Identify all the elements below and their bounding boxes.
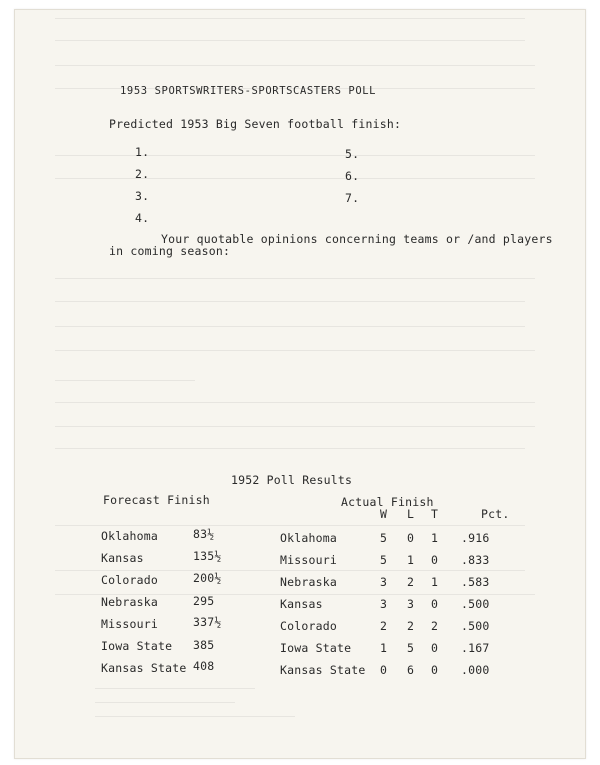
actual-pct: .583 [461,575,490,589]
actual-ties: 0 [431,597,439,611]
forecast-team: Kansas State [101,661,187,675]
blank-7: 7. [345,191,360,205]
forecast-team: Colorado [101,573,158,587]
col-header-l: L [407,507,415,521]
document-page [14,9,586,759]
actual-team: Kansas State [280,663,366,677]
forecast-points: 135½ [193,549,222,563]
blank-3: 3. [135,189,150,203]
actual-team: Colorado [280,619,337,633]
forecast-points: 385 [193,638,215,652]
actual-pct: .916 [461,531,490,545]
actual-losses: 2 [407,575,415,589]
actual-ties: 1 [431,575,439,589]
actual-team: Iowa State [280,641,352,655]
actual-losses: 1 [407,553,415,567]
actual-team: Kansas [280,597,323,611]
opinion-prompt-line2: in coming season: [109,244,231,258]
col-header-pct: Pct. [481,507,510,521]
actual-wins: 1 [380,641,388,655]
actual-pct: .167 [461,641,490,655]
forecast-points: 200½ [193,571,222,585]
actual-pct: .833 [461,553,490,567]
col-header-w: W [380,507,388,521]
forecast-points: 408 [193,659,215,673]
forecast-team: Nebraska [101,595,158,609]
actual-ties: 2 [431,619,439,633]
actual-ties: 0 [431,641,439,655]
actual-pct: .500 [461,597,490,611]
actual-wins: 5 [380,553,388,567]
actual-wins: 3 [380,575,388,589]
forecast-team: Kansas [101,551,144,565]
actual-wins: 0 [380,663,388,677]
forecast-team: Iowa State [101,639,173,653]
actual-losses: 6 [407,663,415,677]
blank-5: 5. [345,147,360,161]
forecast-points: 295 [193,594,215,608]
actual-losses: 3 [407,597,415,611]
blank-4: 4. [135,211,150,225]
actual-ties: 0 [431,553,439,567]
actual-ties: 1 [431,531,439,545]
actual-team: Nebraska [280,575,337,589]
forecast-points: 83½ [193,527,215,541]
poll-title: 1953 SPORTSWRITERS-SPORTSCASTERS POLL [120,85,377,97]
actual-pct: .000 [461,663,490,677]
actual-team: Missouri [280,553,337,567]
forecast-heading: Forecast Finish [103,493,210,507]
actual-losses: 2 [407,619,415,633]
prediction-label: Predicted 1953 Big Seven football finish: [109,117,402,131]
actual-wins: 3 [380,597,388,611]
results-title: 1952 Poll Results [231,473,353,487]
blank-6: 6. [345,169,360,183]
blank-2: 2. [135,167,150,181]
actual-ties: 0 [431,663,439,677]
forecast-team: Missouri [101,617,158,631]
actual-wins: 2 [380,619,388,633]
blank-1: 1. [135,145,150,159]
actual-wins: 5 [380,531,388,545]
forecast-points: 337½ [193,615,222,629]
actual-losses: 0 [407,531,415,545]
col-header-t: T [431,507,439,521]
actual-heading: Actual Finish [341,495,434,509]
actual-pct: .500 [461,619,490,633]
actual-losses: 5 [407,641,415,655]
opinion-prompt-line1: Your quotable opinions concerning teams or /and players [161,232,553,246]
actual-team: Oklahoma [280,531,337,545]
forecast-team: Oklahoma [101,529,158,543]
